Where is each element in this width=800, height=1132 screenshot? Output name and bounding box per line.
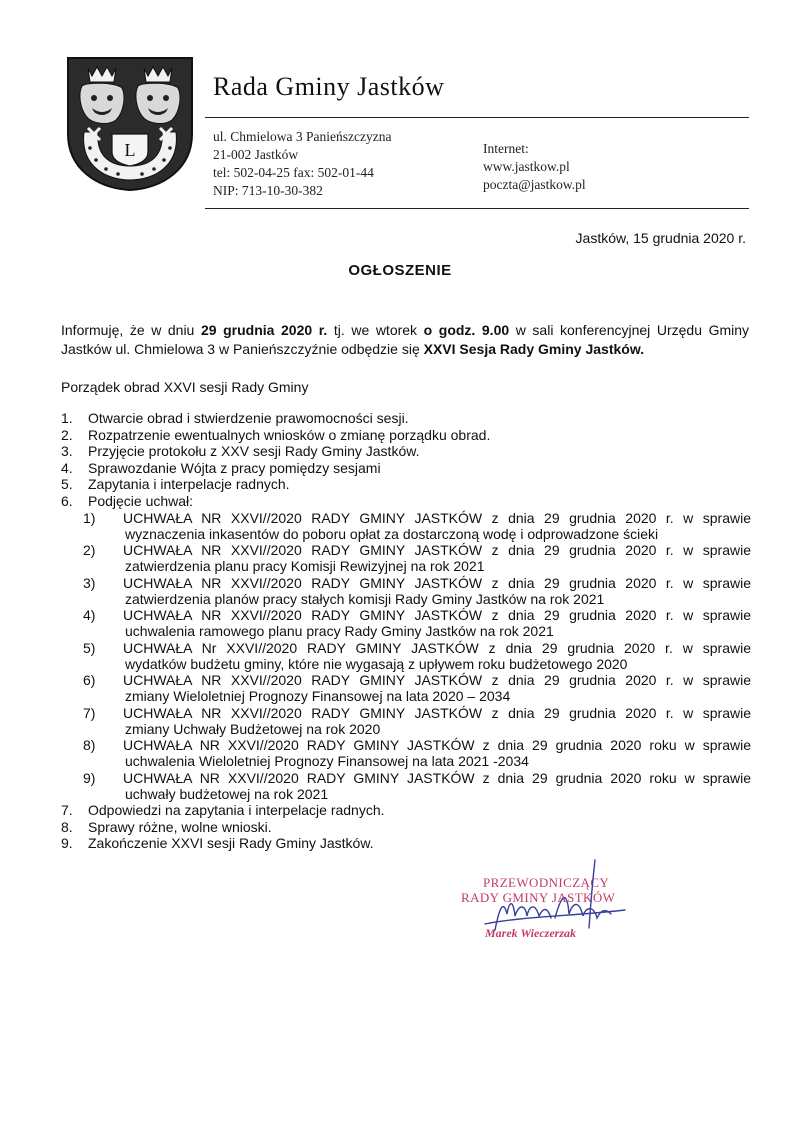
agenda-item-text: Otwarcie obrad i stwierdzenie prawomocności sesji. [88,410,409,426]
internet-label: Internet: [483,141,529,156]
resolution-item [61,640,751,672]
agenda-item-number: 9. [61,835,73,851]
address-line: 21-002 Jastków [213,147,299,162]
resolution-item [61,542,751,574]
intro-text: tj. we wtorek [327,322,424,338]
resolution-item [61,737,751,769]
stamp-chairman-name: Marek Wieczerzak [485,926,576,940]
agenda-item-number: 4. [61,459,73,476]
resolution-title: UCHWAŁA NR XXVI//2020 RADY GMINY JASTKÓW z dnia 29 grudnia 2020 r. w sprawie [123,574,751,591]
email-link[interactable]: poczta@jastkow.pl [483,177,586,192]
resolution-number: 7) [83,704,96,721]
agenda-item [61,460,751,476]
coat-of-arms-emblem [66,56,194,192]
agenda-item-number: 2. [61,426,73,443]
agenda-item-number: 7. [61,802,73,818]
agenda-item [61,476,751,492]
resolution-subject: uchwały budżetowej na rok 2021 [125,785,329,802]
resolution-item [61,575,751,607]
crest-letter: L [124,140,136,160]
agenda-item-text: Zapytania i interpelacje radnych. [88,476,290,492]
resolution-number: 1) [83,509,96,526]
agenda-item [61,819,751,835]
resolution-item [61,510,751,542]
resolution-number: 3) [83,574,96,591]
resolution-number: 2) [83,542,96,558]
resolutions-list [61,510,751,802]
resolution-subject: zmiany Uchwały Budżetowej na rok 2020 [125,720,381,737]
website-link[interactable]: www.jastkow.pl [483,159,570,174]
resolution-subject: uchwalenia Wieloletniej Prognozy Finansowej na lata 2021 -2034 [125,753,529,769]
agenda-item-number: 5. [61,476,73,492]
agenda-item-number: 8. [61,818,73,835]
agenda-item-text: Podjęcie uchwał: [88,492,194,509]
agenda-item [61,443,751,459]
agenda-item-number: 6. [61,492,73,509]
resolution-title: UCHWAŁA NR XXVI//2020 RADY GMINY JASTKÓW z dnia 29 grudnia 2020 roku w sprawie [123,737,751,753]
resolution-subject: zatwierdzenia planu pracy Komisji Rewizyjnej na rok 2021 [125,558,485,574]
resolution-title: UCHWAŁA NR XXVI//2020 RADY GMINY JASTKÓW z dnia 29 grudnia 2020 r. w sprawie [123,509,751,526]
organization-name: Rada Gminy Jastków [213,72,445,101]
session-date: 29 grudnia 2020 r. [200,322,328,338]
header-divider-top [205,117,749,118]
resolution-title: UCHWAŁA NR XXVI//2020 RADY GMINY JASTKÓW z dnia 29 grudnia 2020 r. w sprawie [123,704,751,721]
document-title: OGŁOSZENIE [348,262,452,279]
agenda-item [61,427,751,443]
stamp-council: RADY GMINY JASTKÓW [461,890,616,905]
resolution-number: 6) [83,672,96,688]
intro-text: Informuję, że w dniu [61,322,201,338]
document-date: Jastków, 15 grudnia 2020 r. [575,230,746,246]
resolution-number: 4) [83,607,96,623]
session-name: XXVI Sesja Rady Gminy Jastków. [423,341,645,357]
nip-line: NIP: 713-10-30-382 [213,183,323,198]
header-divider-bottom [205,208,749,209]
stamp-title: PRZEWODNICZĄCY [483,875,610,890]
resolution-number: 9) [83,769,96,786]
resolution-title: UCHWAŁA NR XXVI//2020 RADY GMINY JASTKÓW z dnia 29 grudnia 2020 r. w sprawie [123,607,751,623]
agenda-item [61,493,751,509]
agenda-item-text: Odpowiedzi na zapytania i interpelacje radnych. [88,802,385,818]
agenda-list [61,410,751,852]
resolution-item [61,705,751,737]
resolution-title: UCHWAŁA NR XXVI//2020 RADY GMINY JASTKÓW z dnia 29 grudnia 2020 r. w sprawie [123,542,751,558]
agenda-item-text: Rozpatrzenie ewentualnych wniosków o zmianę porządku obrad. [88,426,491,443]
resolution-item [61,770,751,802]
resolution-subject: zatwierdzenia planów pracy stałych komisji Rady Gminy Jastków na rok 2021 [125,590,605,607]
agenda-item-text: Przyjęcie protokołu z XXV sesji Rady Gminy Jastków. [88,443,420,459]
agenda-item-text: Zakończenie XXVI sesji Rady Gminy Jastków. [88,835,374,851]
agenda-item-number: 1. [61,410,73,426]
postal-address-block [213,128,391,200]
resolution-item [61,607,751,639]
handwritten-signature [455,858,635,948]
resolution-number: 8) [83,737,96,753]
agenda-heading: Porządek obrad XXVI sesji Rady Gminy [61,379,309,395]
agenda-item [61,835,751,851]
intro-text: w sali konferencyjnej Urzędu Gminy Jastków ul. Chmielowa 3 w Panieńszczyźnie odbędzie się [61,322,750,357]
address-line: ul. Chmielowa 3 Panieńszczyzna [213,129,392,144]
internet-contact-block [483,140,586,194]
resolution-subject: wyznaczenia inkasentów do poboru opłat za dostarczoną wodę i odprowadzone ścieki [125,525,659,542]
resolution-subject: zmiany Wieloletniej Prognozy Finansowej na lata 2020 – 2034 [125,688,511,704]
agenda-item-text: Sprawozdanie Wójta z pracy pomiędzy sesjami [88,459,381,476]
resolution-item [61,672,751,704]
phone-fax-line: tel: 502-04-25 fax: 502-01-44 [213,165,374,180]
agenda-item-text: Sprawy różne, wolne wnioski. [88,818,272,835]
resolution-title: UCHWAŁA NR XXVI//2020 RADY GMINY JASTKÓW z dnia 29 grudnia 2020 r. w sprawie [123,672,751,688]
intro-paragraph [61,321,749,359]
agenda-item [61,410,751,426]
resolution-title: UCHWAŁA NR XXVI//2020 RADY GMINY JASTKÓW z dnia 29 grudnia 2020 roku w sprawie [123,769,751,786]
agenda-item [61,802,751,818]
resolution-title: UCHWAŁA Nr XXVI//2020 RADY GMINY JASTKÓW z dnia 29 grudnia 2020 r. w sprawie [123,639,751,656]
resolution-number: 5) [83,639,96,656]
session-time: o godz. 9.00 [423,322,510,338]
resolution-subject: uchwalenia ramowego planu pracy Rady Gminy Jastków na rok 2021 [125,623,554,639]
agenda-item-number: 3. [61,443,73,459]
resolution-subject: wydatków budżetu gminy, które nie wygasają z upływem roku budżetowego 2020 [125,655,628,672]
